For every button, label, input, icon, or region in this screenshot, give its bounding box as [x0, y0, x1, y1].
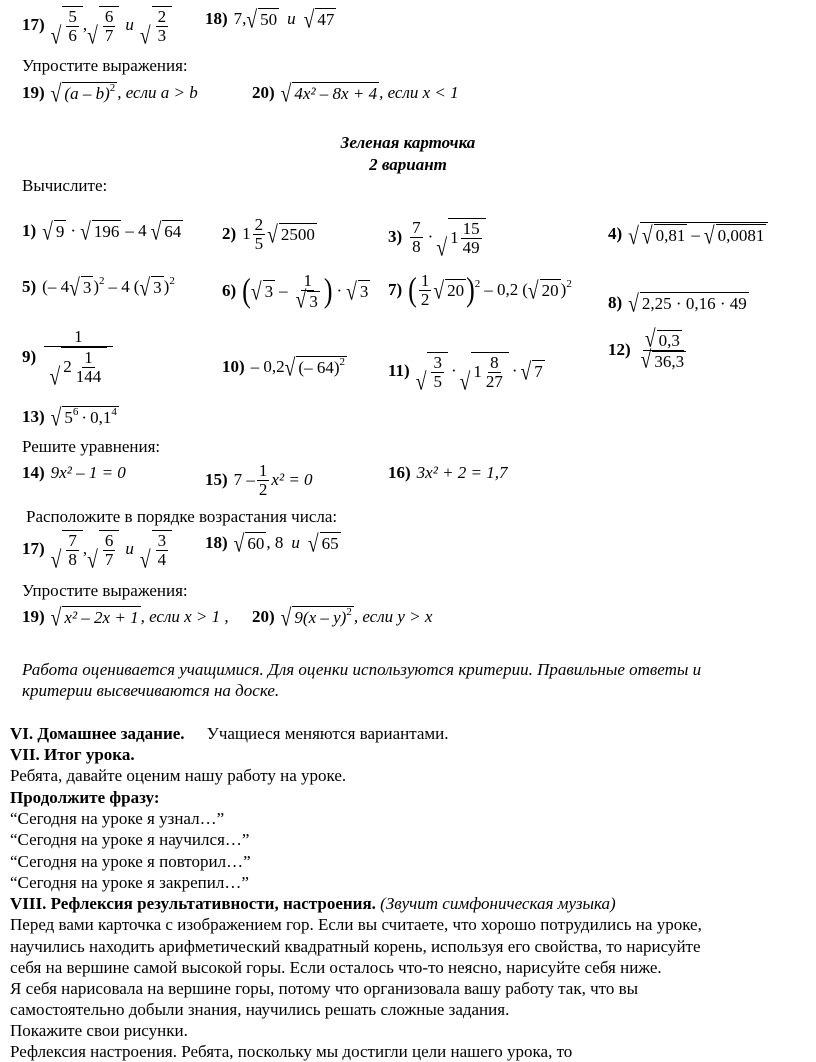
problem-2: 2) 1 $\frac{2}{5}$ √ 2500: [222, 215, 315, 253]
reflection-text-1: Перед вами карточка с изображением гор. Если вы считаете, что хорошо потрудились на уроке,: [10, 915, 702, 934]
problem-1: 1) √ 9 · √ 196 – 4 √ 64: [22, 219, 182, 246]
simplify-heading-top: Упростите выражения:: [22, 56, 188, 75]
summary-body: Ребята, давайте оценим нашу работу на уроке.: [10, 766, 347, 785]
reflection-text-5: самостоятельно добыли знания, научились решать сложные задания.: [10, 1000, 510, 1019]
calc-heading: Вычислите:: [22, 176, 108, 195]
problem-10: 10) – 0,2 √ (– 64) 2: [222, 355, 345, 382]
problem-9: 9) 1 √ 2 $\frac{1}{144}$: [22, 328, 115, 386]
problem-14: 14) 9x² – 1 = 0: [22, 462, 126, 482]
homework-heading: VI. Домашнее задание.: [10, 724, 185, 743]
problem-16: 16) 3x² + 2 = 1,7: [388, 462, 508, 482]
reflection-text-4: Я себя нарисовала на вершине горы, потому что организовала вашу работу так, что вы: [10, 979, 639, 998]
problem-4: 4) √ √ 0,81 – √ 0,0081: [608, 222, 768, 246]
reflection-note: (Звучит симфоническая музыка): [380, 894, 616, 913]
reflection-text-7: Рефлексия настроения. Ребята, поскольку мы достигли цели нашего урока, то: [10, 1042, 573, 1061]
phrase-2: “Сегодня на уроке я научился…”: [10, 830, 250, 849]
task-19-top: 19) √ (a – b) 2 , если a > b: [22, 81, 198, 108]
task-20-top: 20) √ 4x² – 8x + 4 , если x < 1: [252, 81, 459, 108]
reflection-text-3: себя на вершине самой высокой горы. Если осталось что-то неясно, нарисуйте себя ниже.: [10, 958, 662, 977]
task-17-top: 17) √ $\frac{5}{6}$ , √ $\frac{6}{7}$ и √ $\frac{2}{3}$: [22, 6, 172, 45]
problem-13: 13) √ 5 6 · 0,1 4: [22, 405, 117, 432]
solve-heading: Решите уравнения:: [22, 437, 161, 456]
phrase-3: “Сегодня на уроке я повторил…”: [10, 852, 251, 871]
problem-6: 6) ( √ 3 – 1 √ 3 ) · √ 3: [222, 271, 369, 314]
card-title: Зеленая карточка: [340, 133, 476, 152]
summary-heading: VII. Итог урока.: [10, 745, 135, 764]
card-variant: 2 вариант: [369, 155, 447, 174]
problem-17: 17) √ $\frac{7}{8}$ , √ $\frac{6}{7}$ и √ $\frac{3}{4}$: [22, 530, 172, 569]
problem-18: 18) √ 60 , 8 и √ 65: [205, 531, 339, 558]
problem-19: 19) √ x² – 2x + 1 , если x > 1 ,: [22, 605, 229, 632]
note-line-1: Работа оценивается учащимися. Для оценки используются критерии. Правильные ответы и: [22, 660, 702, 679]
homework-line: [10, 724, 449, 744]
reflection-line: [10, 894, 616, 914]
problem-5: 5) ( – 4 √ 3 ) 2 – 4 ( √ 3 ) 2: [22, 274, 175, 302]
problem-15: 15) 7 – $\frac{1}{2}$ x² = 0: [205, 461, 313, 499]
task-18-top: 18) 7, √ 50 и √ 47: [205, 7, 335, 34]
simplify-heading: Упростите выражения:: [22, 581, 188, 600]
order-heading: Расположите в порядке возрастания числа:: [26, 507, 338, 526]
problem-11: 11) √ $\frac{3}{5}$ · √ 1 $\frac{8}{27}$ · √ 7: [388, 353, 543, 397]
homework-body: Учащиеся меняются вариантами.: [206, 724, 449, 743]
problem-20: 20) √ 9(x – y) 2 , если y > x: [252, 605, 433, 632]
phrase-1: “Сегодня на уроке я узнал…”: [10, 809, 225, 828]
continue-heading: Продолжите фразу:: [10, 788, 160, 807]
task-number: 17): [22, 15, 45, 35]
problem-7: 7) ( $\frac{1}{2}$ √ 20 ) 2 – 0,2 ( √ 20 ) 2: [388, 270, 572, 309]
reflection-heading: VIII. Рефлексия результативности, настроения.: [10, 894, 376, 913]
problem-3: 3) $\frac{7}{8}$ · √ 1 $\frac{15}{49}$: [388, 218, 486, 257]
problem-12: 12) √ 0,3 √ 36,3: [608, 326, 685, 375]
problem-8: 8) √ 2,25 · 0,16 · 49: [608, 291, 747, 318]
phrase-4: “Сегодня на уроке я закрепил…”: [10, 873, 249, 892]
reflection-text-2: научились находить арифметический квадратный корень, используя его свойства, то нарисуйте: [10, 937, 701, 956]
note-line-2: критерии высвечиваются на доске.: [22, 681, 280, 700]
reflection-text-6: Покажите свои рисунки.: [10, 1021, 188, 1040]
